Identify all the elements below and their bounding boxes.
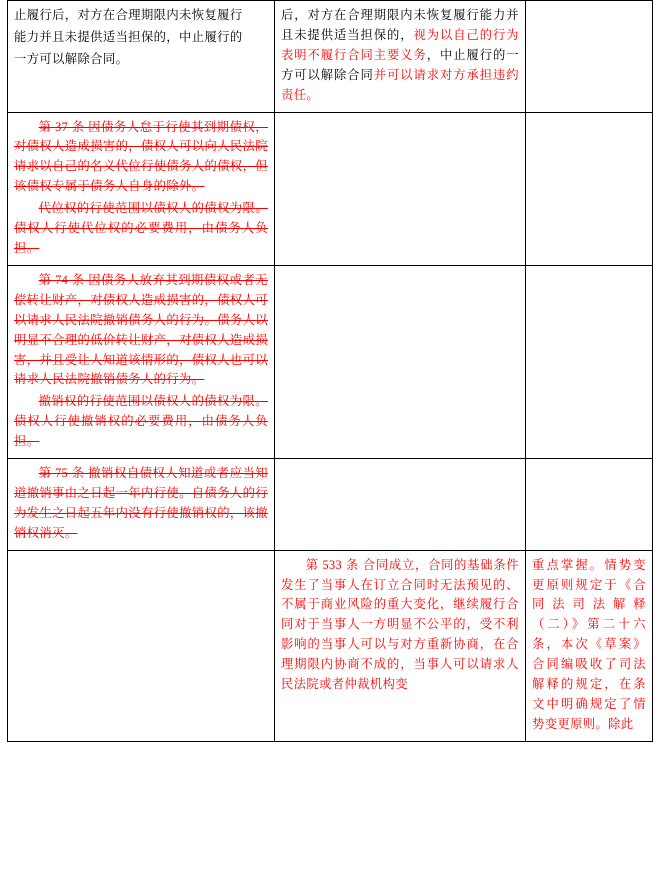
table-row: [8, 459, 653, 551]
table-row: [8, 265, 653, 458]
cell-notes: [526, 112, 653, 265]
cell-notes: [526, 459, 653, 551]
cell-notes: [526, 265, 653, 458]
table-row: [8, 1, 653, 113]
paragraph-deleted: 撤销权的行使范围以债权人的债权为限。债权人行使撤销权的必要费用，由债务人负担。: [14, 394, 268, 449]
paragraph-note: 重点掌握。情势变更原则规定于《合同法司法解释（二）》第二十六条，本次《草案》合同编吸收了司法解释的规定，在条文中明确规定了情势变更原则。除此: [532, 557, 646, 731]
cell-notes: [526, 550, 653, 741]
cell-old-law: [8, 112, 275, 265]
paragraph: 能力并且未提供适当担保的，中止履行的: [14, 29, 243, 44]
paragraph-added: 第 533 条 合同成立，合同的基础条件发生了当事人在订立合同时无法预见的、不属于商业风险的重大变化，继续履行合同对于当事人一方明显不公平的，受不利影响的当事人可以与对方重新协商，在合理期限内协商不成的，当事人可以请求人民法院或者仲裁机构变: [281, 557, 519, 692]
table-row: [8, 550, 653, 741]
text-run-highlight: 并可以请求对方承担违约责任。: [281, 67, 519, 102]
cell-new-law: [275, 550, 526, 741]
paragraph-deleted: 第 74 条 因债务人放弃其到期债权或者无偿转让财产，对债权人造成损害的，债权人可以请求人民法院撤销债务人的行为。债务人以明显不合理的低价转让财产，对债权人造成损害，并且受让人知道该情形的，债权人也可以请求人民法院撤销债务人的行为。: [14, 272, 268, 387]
cell-new-law: [275, 265, 526, 458]
paragraph-deleted: 第 75 条 撤销权自债权人知道或者应当知道撤销事由之日起一年内行使。自债务人的行为发生之日起五年内没有行使撤销权的，该撤销权消灭。: [14, 466, 268, 540]
cell-new-law: [275, 1, 526, 113]
cell-old-law: [8, 265, 275, 458]
cell-notes: [526, 1, 653, 113]
text-run-highlight: 视为以自己的行为表明不履行合同主要义务: [281, 27, 519, 62]
cell-old-law: [8, 550, 275, 741]
text-run: 并且未提供适当担保的，: [281, 8, 519, 42]
comparison-table: [7, 0, 653, 742]
cell-new-law: [275, 459, 526, 551]
paragraph-deleted: 第 37 条 因债务人怠于行使其到期债权，对债权人造成损害的，债权人可以向人民法院请求以自己的名义代位行使债务人的债权，但该债权专属于债务人自身的除外。: [14, 119, 268, 194]
cell-old-law: [8, 1, 275, 113]
text-run: ，中止履行的一方可以解除合同: [281, 47, 519, 82]
cell-old-law: [8, 459, 275, 551]
text-run: 后，对方在合理期限内未恢复履行能力: [281, 8, 507, 22]
paragraph: [281, 6, 519, 106]
paragraph-deleted: 代位权的行使范围以债权人的债权为限。债权人行使代位权的必要费用，由债务人负担。: [14, 201, 268, 255]
table-row: [8, 112, 653, 265]
cell-new-law: [275, 112, 526, 265]
paragraph: 一方可以解除合同。: [14, 51, 129, 66]
paragraph: 止履行后，对方在合理期限内未恢复履行: [14, 8, 243, 22]
